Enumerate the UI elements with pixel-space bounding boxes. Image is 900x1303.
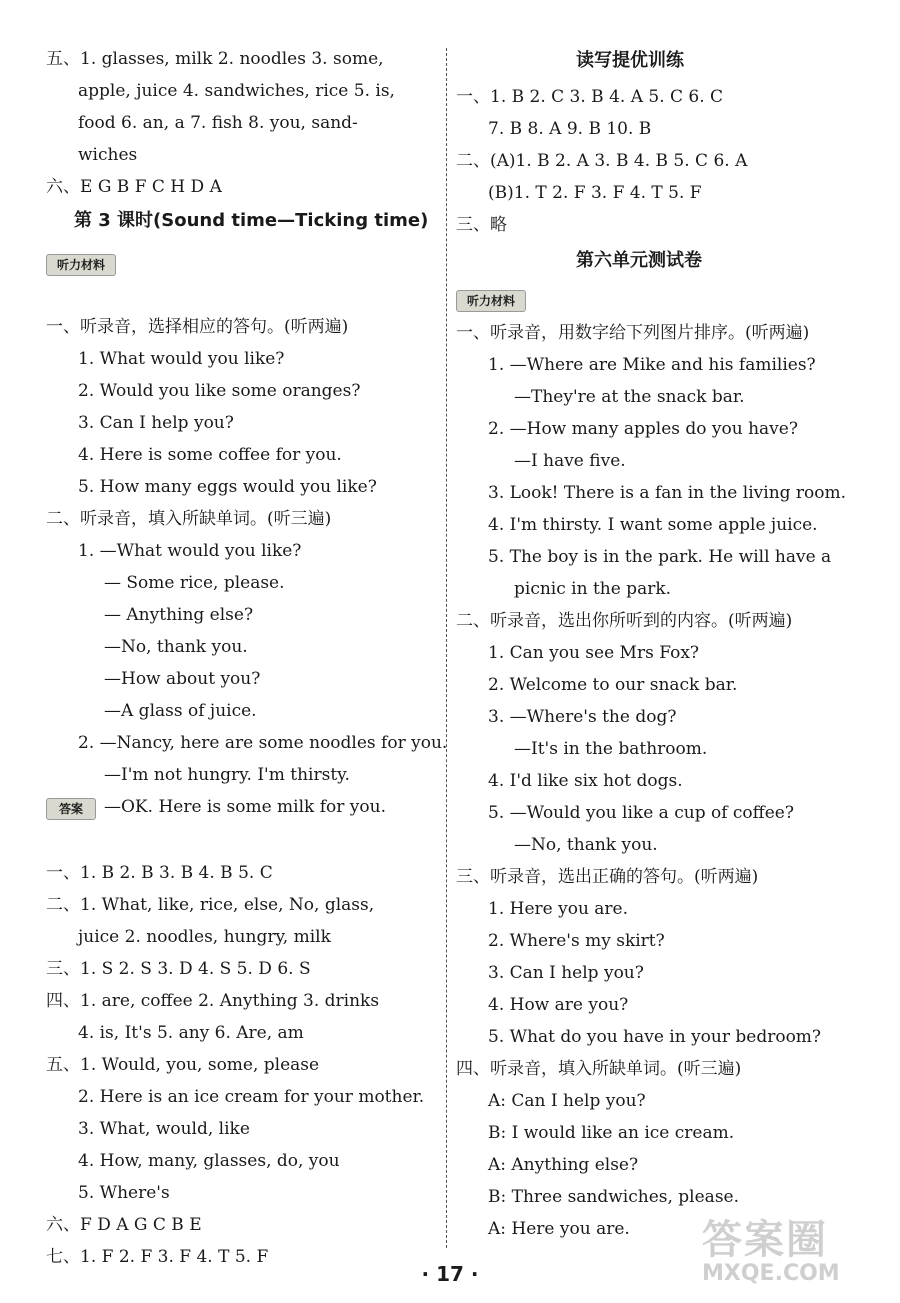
text-line: juice 2. noodles, hungry, milk (78, 927, 331, 947)
text-line: 四、听录音，填入所缺单词。(听三遍) (456, 1059, 742, 1079)
text-line: A: Anything else? (488, 1155, 639, 1175)
text-line: 3. Can I help you? (488, 963, 644, 983)
text-line: — Anything else? (104, 605, 254, 625)
text-line: —I'm not hungry. I'm thirsty. (104, 765, 350, 785)
text-line: 5. The boy is in the park. He will have a (488, 547, 832, 567)
text-line: 2. —How many apples do you have? (488, 419, 798, 439)
text-line: wiches (78, 145, 138, 165)
text-line: 五、1. Would, you, some, please (46, 1055, 320, 1075)
text-line: 5. What do you have in your bedroom? (488, 1027, 822, 1047)
text-line: A: Can I help you? (488, 1091, 646, 1111)
text-line: 二、听录音，填入所缺单词。(听三遍) (46, 509, 332, 529)
text-line: 四、1. are, coffee 2. Anything 3. drinks (46, 991, 380, 1011)
answers-tag: 答案 (46, 798, 96, 820)
text-line: 4. is, It's 5. any 6. Are, am (78, 1023, 304, 1043)
listening-material-tag: 听力材料 (46, 254, 116, 276)
text-line: (B)1. T 2. F 3. F 4. T 5. F (488, 183, 702, 203)
text-line: —I have five. (514, 451, 626, 471)
watermark-logo (702, 1218, 882, 1288)
section-heading: 第 3 课时(Sound time—Ticking time) (74, 210, 429, 231)
text-line: — Some rice, please. (104, 573, 285, 593)
text-line: —They're at the snack bar. (514, 387, 745, 407)
text-line: 3. Can I help you? (78, 413, 234, 433)
text-line: 7. B 8. A 9. B 10. B (488, 119, 652, 139)
text-line: 4. I'm thirsty. I want some apple juice. (488, 515, 818, 535)
text-line: food 6. an, a 7. fish 8. you, sand- (78, 113, 358, 133)
text-line: 2. Where's my skirt? (488, 931, 665, 951)
text-line: 一、1. B 2. C 3. B 4. A 5. C 6. C (456, 87, 724, 107)
text-line: 2. —Nancy, here are some noodles for you. (78, 733, 448, 753)
text-line: 1. What would you like? (78, 349, 285, 369)
text-line: —It's in the bathroom. (514, 739, 708, 759)
text-line: 1. —Where are Mike and his families? (488, 355, 816, 375)
text-line: —OK. Here is some milk for you. (104, 797, 386, 817)
text-line: 二、听录音，选出你所听到的内容。(听两遍) (456, 611, 793, 631)
text-line: 二、1. What, like, rice, else, No, glass, (46, 895, 375, 915)
listening-material-tag-right: 听力材料 (456, 290, 526, 312)
text-line: 1. —What would you like? (78, 541, 302, 561)
text-line: 七、1. F 2. F 3. F 4. T 5. F (46, 1247, 269, 1267)
text-line: 一、听录音，用数字给下列图片排序。(听两遍) (456, 323, 810, 343)
text-line: 三、1. S 2. S 3. D 4. S 5. D 6. S (46, 959, 311, 979)
text-line: —How about you? (104, 669, 261, 689)
text-line: 六、E G B F C H D A (46, 177, 222, 197)
text-line: 1. Can you see Mrs Fox? (488, 643, 700, 663)
text-line: —No, thank you. (104, 637, 248, 657)
text-line: 5. How many eggs would you like? (78, 477, 377, 497)
watermark-line-2: MXQE.COM (702, 1261, 840, 1286)
text-line: —A glass of juice. (104, 701, 257, 721)
text-line: 一、1. B 2. B 3. B 4. B 5. C (46, 863, 273, 883)
text-line: —No, thank you. (514, 835, 658, 855)
text-line: 一、听录音，选择相应的答句。(听两遍) (46, 317, 349, 337)
text-line: 3. Look! There is a fan in the living room. (488, 483, 847, 503)
column-divider (446, 48, 447, 1248)
text-line: 5. Where's (78, 1183, 170, 1203)
text-line: 三、听录音，选出正确的答句。(听两遍) (456, 867, 759, 887)
text-line: 4. How are you? (488, 995, 629, 1015)
text-line: apple, juice 4. sandwiches, rice 5. is, (78, 81, 395, 101)
text-line: B: Three sandwiches, please. (488, 1187, 740, 1207)
text-line: 二、(A)1. B 2. A 3. B 4. B 5. C 6. A (456, 151, 748, 171)
text-line: 4. I'd like six hot dogs. (488, 771, 683, 791)
text-line: 2. Here is an ice cream for your mother. (78, 1087, 425, 1107)
watermark-line-1: 答案圈 (702, 1217, 828, 1263)
text-line: 五、1. glasses, milk 2. noodles 3. some, (46, 49, 384, 69)
text-line: 三、略 (456, 215, 507, 235)
text-line: B: I would like an ice cream. (488, 1123, 735, 1143)
section-heading: 读写提优训练 (576, 50, 684, 71)
text-line: 3. What, would, like (78, 1119, 250, 1139)
text-line: 4. How, many, glasses, do, you (78, 1151, 340, 1171)
text-line: 六、F D A G C B E (46, 1215, 202, 1235)
section-heading: 第六单元测试卷 (576, 250, 702, 271)
text-line: picnic in the park. (514, 579, 672, 599)
page-number: · 17 · (421, 1262, 479, 1286)
text-line: 3. —Where's the dog? (488, 707, 677, 727)
text-line: 2. Welcome to our snack bar. (488, 675, 738, 695)
text-line: 1. Here you are. (488, 899, 629, 919)
text-line: 5. —Would you like a cup of coffee? (488, 803, 794, 823)
text-line: 4. Here is some coffee for you. (78, 445, 342, 465)
text-line: A: Here you are. (488, 1219, 630, 1239)
text-line: 2. Would you like some oranges? (78, 381, 361, 401)
